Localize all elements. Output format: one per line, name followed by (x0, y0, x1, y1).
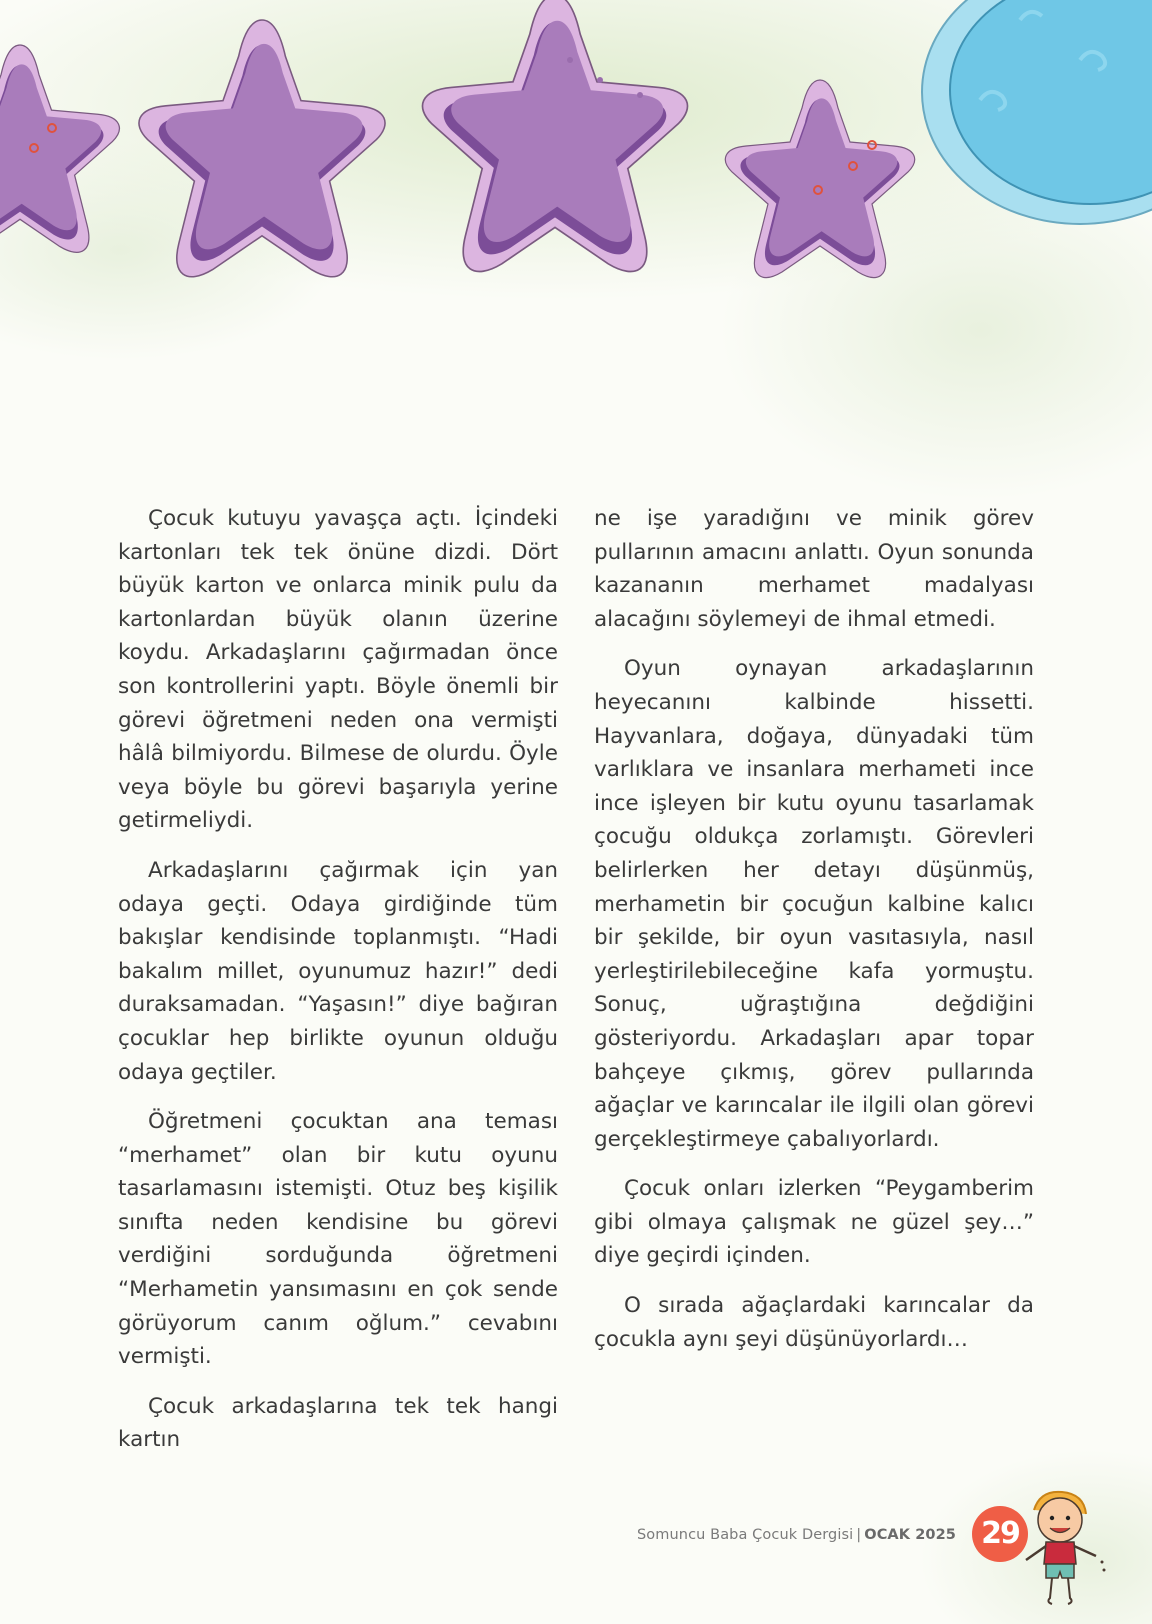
pool (922, 0, 1152, 224)
page-number: 29 (981, 1516, 1019, 1551)
paragraph: Çocuk kutuyu yavaşça açtı. İçindeki kartonları tek tek önüne dizdi. Dört büyük karton ve onlarca minik pulu da kartonlardan büyük olanın üzerine koydu. Arkadaşlarını çağırmadan önce son kontrollerini yaptı. Böyle önemli bir görevi öğretmeni neden ona vermişti hâlâ bilmiyordu. Bilmese de olurdu. Öyle veya böyle bu görevi başarıyla yerine getirmeliydi. (118, 506, 558, 834)
paragraph: Çocuk arkadaşlarına tek tek hangi kartın (118, 1393, 558, 1453)
text-column-right (594, 502, 1034, 1372)
footer-credit (637, 1527, 956, 1543)
starfish-2 (139, 20, 385, 277)
paragraph: Çocuk onları izlerken “Peygamberim gibi olmaya çalışmak ne güzel şey…” diye geçirdi içinden. (594, 1176, 1034, 1269)
starfish-3 (422, 0, 687, 272)
paragraph: Oyun oynayan arkadaşlarının heyecanını kalbinde hissetti. Hayvanlara, doğaya, dünyadaki tüm varlıklara ve insanlara merhameti ince ince işleyen bir kutu oyunu tasarlamak çocuğu oldukça zorlamıştı. Görevleri belirlerken her detayı düşünmüş, merhametin bir çocuğun kalbine kalıcı bir şekilde, bir oyun vasıtasıyla, nasıl yerleştirilebileceğine kafa yormuştu. Sonuç, uğraştığına değdiğini gösteriyordu. Arkadaşları apar topar bahçeye çıkmış, görev pullarında ağaçlar ve karıncalar ile ilgili olan görevi gerçekleştirmeye çabalıyorlardı. (594, 656, 1034, 1152)
paragraph: ne işe yaradığını ve minik görev pullarının amacını anlattı. Oyun sonunda kazananın merhamet madalyası alacağını söylemeyi de ihmal etmedi. (594, 506, 1034, 632)
boy-mascot-icon (1012, 1480, 1112, 1610)
separator: | (856, 1527, 862, 1543)
paragraph: Öğretmeni çocuktan ana teması “merhamet” olan bir kutu oyunu tasarlamasını istemişti. Otuz beş kişilik sınıfta neden kendisine bu görevi verdiğini sorduğunda öğretmeni “Merhametin yansımasını en çok sende görüyorum canım oğlum.” cevabını vermişti. (118, 1109, 558, 1370)
magazine-name: Somuncu Baba Çocuk Dergisi (637, 1527, 854, 1543)
paragraph: O sırada ağaçlardaki karıncalar da çocukla aynı şeyi düşünüyorlardı… (594, 1293, 1034, 1352)
page-number-badge (970, 1480, 1120, 1610)
issue-date: OCAK 2025 (864, 1527, 956, 1543)
paragraph: Arkadaşlarını çağırmak için yan odaya geçti. Odaya girdiğinde tüm bakışlar kendisinde toplanmıştı. “Hadi bakalım millet, oyunumuz hazır!” dedi duraksamadan. “Yaşasın!” diye bağıran çocuklar hep birlikte oyunun olduğu odaya geçtiler. (118, 857, 558, 1085)
starfish-1 (0, 45, 119, 252)
text-column-left (118, 502, 558, 1473)
starfish-illustration (0, 0, 1152, 300)
starfish-4 (725, 80, 914, 278)
